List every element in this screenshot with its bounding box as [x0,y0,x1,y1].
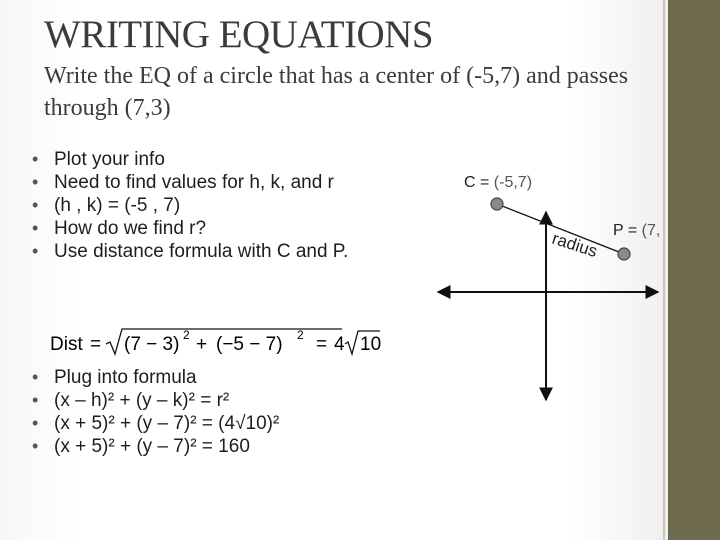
formula-term2: (−5 − 7) [216,334,283,355]
point-label-prefix: P = [613,222,638,239]
formula-exp1: 2 [183,328,190,342]
formula-lhs: Dist [50,334,83,355]
center-label [464,174,532,192]
center-point [491,198,503,210]
formula-exp2: 2 [297,328,304,342]
formula-equals: = [90,334,102,355]
list-item: • (x + 5)² + (y – 7)² = (4√10)² [26,412,386,435]
list-item: • Use distance formula with C and P. [26,240,386,263]
slide-subtitle: Write the EQ of a circle that has a center of (-5,7) and passes through (7,3) [44,63,629,121]
formula-equals-2: = [316,334,328,355]
formula-plus: + [196,334,208,355]
list-item: • Need to find values for h, k, and r [26,171,386,194]
formula-radicand: 10 [360,334,382,355]
radius-label: radius [549,228,600,262]
slide-title: WRITING EQUATIONS [44,13,434,56]
point-label [613,222,660,240]
center-label-prefix: C = [464,174,490,191]
list-item: • (h , k) = (-5 , 7) [26,194,386,217]
formula-coefficient: 4 [334,334,345,355]
center-label-value: (-5,7) [493,174,533,191]
list-item: • Plot your info [26,148,386,171]
formula-term1: (7 − 3) [124,334,180,355]
list-item: • (x – h)² + (y – k)² = r² [26,389,386,412]
point-p [618,248,630,260]
list-item: • Plug into formula [26,366,386,389]
point-label-value: (7, [641,222,661,239]
list-item: • How do we find r? [26,217,386,240]
list-item: • (x + 5)² + (y – 7)² = 160 [26,435,386,458]
